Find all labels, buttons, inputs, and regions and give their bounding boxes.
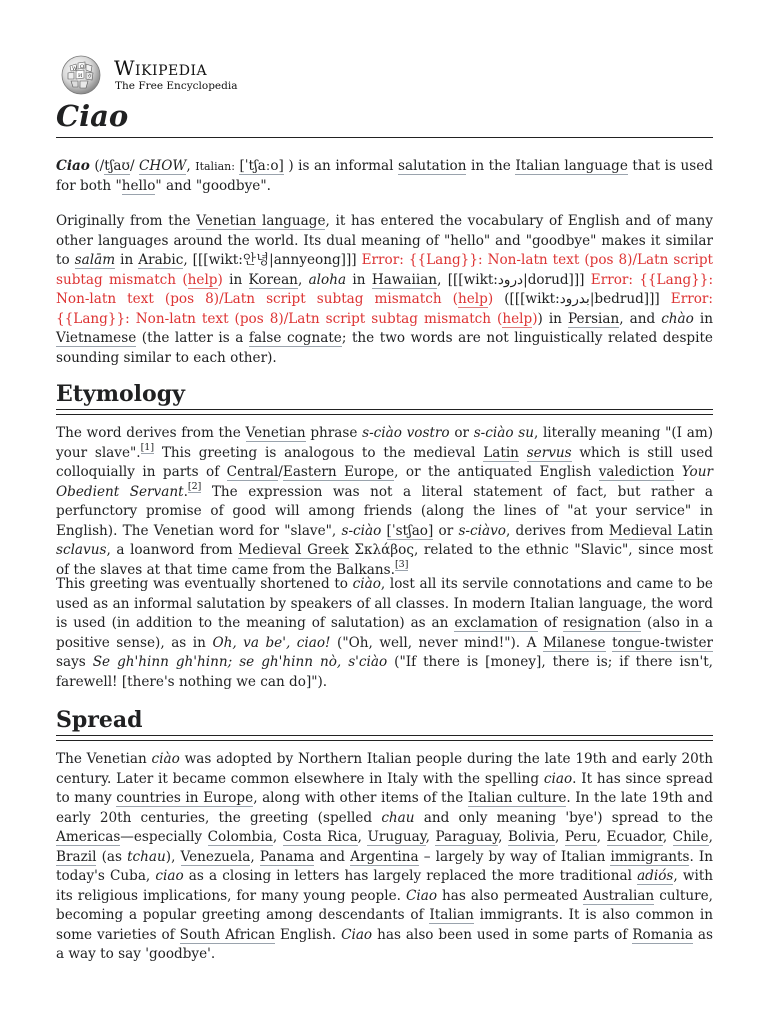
term: Ciao — [56, 158, 90, 174]
link-resignation[interactable]: resignation — [562, 615, 642, 631]
text: – largely by way of Italian — [423, 848, 606, 865]
text: , derives from — [505, 522, 604, 539]
text: ("Oh, well, never mind!"). A — [337, 634, 537, 651]
text: , — [297, 271, 303, 288]
tagline: The Free Encyclopedia — [115, 80, 238, 92]
term: Se gh'hinn gh'hinn; se gh'hinn nò, s'ciào — [92, 654, 388, 670]
error-text: ) — [532, 310, 538, 327]
link-venetian-language[interactable]: Venetian language — [196, 213, 326, 229]
text: immigrants. It is also common in some varieties of — [56, 907, 714, 943]
link-exclamation[interactable]: exclamation — [454, 615, 538, 631]
link-arabic[interactable]: Arabic — [138, 252, 184, 268]
link-brazil[interactable]: Brazil — [56, 848, 97, 865]
heading-etymology: Etymology — [56, 381, 185, 407]
link-latin[interactable]: Latin — [483, 444, 519, 461]
etymology-paragraph-1 — [56, 424, 713, 580]
wordmark: Wikipedia — [114, 56, 208, 80]
reference-3[interactable]: [3] — [394, 558, 409, 570]
text: / — [129, 158, 135, 174]
error-text: Error: {{Lang}}: Non-latn text (pos 8)/Latn script subtag mismatch ( — [56, 291, 713, 327]
text: in — [352, 271, 366, 288]
title-divider — [56, 137, 713, 138]
term: tchau — [127, 848, 166, 865]
link-uruguay[interactable]: Uruguay — [367, 829, 426, 845]
term: s-ciàvo — [458, 522, 506, 539]
error-text: Error: {{Lang}}: Non-latn text (pos 8)/Latn script subtag mismatch ( — [56, 271, 714, 307]
term: Ciao — [405, 887, 438, 904]
text: ) is an informal — [288, 158, 394, 174]
text: , and — [619, 310, 656, 327]
reference-1[interactable]: [1] — [140, 441, 155, 453]
link-italian-culture[interactable]: Italian culture — [467, 790, 567, 806]
ipa-italian-link[interactable]: [ˈtʃaːo] — [239, 158, 284, 174]
term: s-ciào vostro — [362, 425, 450, 441]
text: " and "goodbye". — [155, 177, 271, 194]
text: This greeting was eventually shortened to — [56, 576, 348, 592]
term: chau — [381, 809, 415, 826]
text: or — [454, 425, 469, 441]
text: , — [186, 158, 191, 174]
text: ; the two words are not linguistically related despite sounding similar to each other). — [56, 330, 713, 366]
text: and — [319, 848, 345, 865]
link-immigrants[interactable]: immigrants — [610, 848, 690, 865]
text: (also in a positive sense), as in — [56, 615, 713, 651]
text: , [[[wikt:안녕|annyeong]]] — [183, 252, 357, 268]
text: , a loanword from — [106, 542, 233, 558]
text: / — [278, 464, 283, 480]
term-chao: chào — [661, 310, 694, 327]
link-milanese[interactable]: Milanese — [543, 634, 606, 651]
link-false-cognate[interactable]: false cognate — [248, 330, 342, 346]
link-italian[interactable]: Italian — [429, 907, 474, 923]
link-chile[interactable]: Chile — [672, 829, 709, 845]
text: and only meaning 'bye') spread to the — [423, 809, 713, 826]
text: . It has since spread to many — [56, 770, 713, 806]
link-australian[interactable]: Australian — [583, 887, 655, 904]
svg-text:ウ: ウ — [87, 74, 93, 80]
text: , or the antiquated English — [394, 464, 592, 480]
text: —especially — [120, 829, 203, 845]
error-text: ) — [217, 271, 223, 288]
term: s-ciào — [341, 522, 382, 539]
text: English. — [279, 926, 337, 943]
text: phrase — [310, 425, 358, 441]
link-hello[interactable]: hello — [121, 177, 156, 194]
link-medieval-latin[interactable]: Medieval Latin — [608, 522, 713, 539]
error-text: Error: {{Lang}}: Non-latn text (pos 8)/Latn script subtag mismatch ( — [56, 252, 713, 288]
text: (as — [101, 848, 122, 865]
page-title: Ciao — [56, 99, 129, 133]
help-link[interactable]: help — [502, 310, 533, 327]
link-costa-rica[interactable]: Costa Rica — [282, 829, 358, 845]
text: . — [183, 483, 188, 500]
text: ("If there is [money], there is; if there isn't, farewell! [there's nothing we can do]"). — [56, 654, 713, 690]
link-romania[interactable]: Romania — [632, 926, 693, 943]
link-valediction[interactable]: valediction — [598, 464, 675, 480]
link-medieval-greek[interactable]: Medieval Greek — [238, 542, 349, 558]
ipa-link[interactable]: tʃaʊ — [104, 158, 130, 174]
text: was adopted by Northern Italian people during the late 19th and early 20th century. Later it became common elsewhere in Italy with the spelling — [56, 751, 713, 787]
respelling-link[interactable]: CHOW — [139, 158, 187, 174]
text: , with its religious implications, for many young people. — [56, 868, 714, 904]
text: The Venetian — [56, 751, 147, 767]
lead-paragraph-2 — [56, 212, 713, 368]
text: that is used for both " — [56, 158, 713, 194]
text: (/ — [94, 158, 105, 174]
text: The word derives from the — [56, 425, 241, 441]
heading-divider — [56, 409, 713, 415]
link-venetian[interactable]: Venetian — [245, 425, 306, 441]
text: of — [543, 615, 558, 631]
link-countries-in-europe[interactable]: countries in Europe — [116, 790, 254, 806]
error-text: ) — [487, 291, 494, 307]
term: ciao — [155, 868, 184, 884]
text: as a way to say 'goodbye'. — [56, 926, 713, 962]
term: ciào — [352, 576, 381, 592]
link-south-african[interactable]: South African — [179, 926, 276, 943]
text: This greeting is analogous to the medieval — [161, 444, 476, 461]
text: ([[[wikt:بدرود|bedrud]]] — [504, 291, 660, 307]
italian-label: Italian: — [195, 160, 235, 173]
help-link[interactable]: help — [187, 271, 218, 288]
link-hawaiian[interactable]: Hawaiian — [371, 271, 438, 288]
text: in — [120, 252, 134, 268]
lead-paragraph-1 — [56, 157, 713, 196]
link-korean[interactable]: Korean — [248, 271, 298, 288]
svg-text:Ω: Ω — [80, 64, 85, 70]
text: . In today's Cuba, — [56, 848, 714, 884]
link-tongue-twister[interactable]: tongue-twister — [612, 634, 714, 651]
link-paraguay[interactable]: Paraguay — [435, 829, 499, 845]
text: has also permeated — [442, 887, 578, 904]
text: as a closing in letters has largely replaced the more traditional — [188, 868, 632, 884]
term-aloha: aloha — [308, 271, 347, 288]
link-vietnamese[interactable]: Vietnamese — [56, 330, 137, 346]
text: , literally meaning "(I am) your slave". — [56, 425, 714, 461]
reference-2[interactable]: [2] — [187, 480, 202, 492]
link-servus[interactable]: servus — [526, 444, 572, 461]
text: , [[[wikt:درود|dorud]]] — [437, 271, 585, 288]
text: in — [229, 271, 243, 288]
link-salutation[interactable]: salutation — [397, 158, 467, 174]
heading-spread: Spread — [56, 707, 143, 733]
text: , lost all its servile connotations and came to be used as an informal salutation by speakers of all classes. In modern Italian language, the word is used (in addition to the meaning of salutation) as an — [56, 576, 713, 631]
text: says — [56, 654, 86, 670]
etymology-paragraph-2 — [56, 575, 713, 692]
text: , related to the ethnic "Slavic", since most of the slaves at that time came from the Balkans. — [56, 542, 713, 578]
wikipedia-globe-icon — [56, 54, 106, 96]
term: ciào — [151, 751, 180, 767]
link-persian[interactable]: Persian — [567, 310, 620, 327]
term: sclavus — [56, 542, 107, 558]
link-ecuador[interactable]: Ecuador — [606, 829, 663, 845]
svg-text:И: И — [78, 73, 83, 79]
ipa-link[interactable]: [ˈstʃao] — [386, 522, 434, 539]
spread-paragraph: The Venetian ciào was adopted by Northern Italian people during the late 19th and early 20th century. Later it became common elsewhere in Italy with the spelling ciao. It has since spread to many countries in Europe, along with other items of the Italian culture. In the late 19th and early 20th centuries, the greeting (spelled chau and only meaning 'bye') spread to the Americas—especially Colombia, Costa Rica, Uruguay, Paraguay, Bolivia, Peru, Ecuador, Chile, Brazil (as tchau), Venezuela, Panama and Argentina – largely by way of Italian immigrants. In today's Cuba, ciao as a closing in letters has largely replaced the more traditional adiós, with its religious implications, for many young people. Ciao has also permeated Australian culture, becoming a popular greeting among descendants of Italian immigrants. It is also common in some varieties of South African English. Ciao has also been used in some parts of Romania as a way to say 'goodbye'. — [56, 751, 714, 962]
term: ciao — [543, 770, 573, 787]
link-colombia[interactable]: Colombia — [207, 829, 273, 845]
link-eastern-europe[interactable]: Eastern Europe — [282, 464, 395, 480]
greek-term: Σκλάβος — [354, 542, 414, 558]
link-venezuela[interactable]: Venezuela — [180, 848, 251, 865]
link-central[interactable]: Central — [226, 464, 279, 480]
text: Originally from the — [56, 213, 191, 229]
text: . In the late 19th and early 20th centuries, the greeting (spelled — [56, 790, 713, 826]
term: s-ciào su — [473, 425, 534, 441]
link-adios[interactable]: adiós — [637, 868, 674, 884]
svg-text:W: W — [72, 66, 78, 72]
term: Oh, va be', ciao! — [212, 634, 331, 651]
help-link[interactable]: help — [457, 291, 488, 307]
text: , it has entered the vocabulary of English and of many other languages around the world. Its dual meaning of "hello" and "goodbye" makes it similar to — [56, 213, 713, 268]
link-salam[interactable]: salām — [74, 252, 116, 268]
text: in the — [470, 158, 511, 174]
text: has also been used in some parts of — [377, 926, 628, 943]
link-panama[interactable]: Panama — [259, 848, 315, 865]
text: The expression was not a literal statement of fact, but rather a perfunctory promise of good will among friends (along the lines of "at your service" in English). The Venetian word for "slave", — [56, 483, 714, 539]
text: ), — [165, 848, 176, 865]
link-bolivia[interactable]: Bolivia — [507, 829, 555, 845]
term: Ciao — [341, 926, 373, 943]
text: , along with other items of the — [253, 790, 464, 806]
text: (the latter is a — [141, 330, 244, 346]
text: in — [699, 310, 713, 327]
link-peru[interactable]: Peru — [564, 829, 597, 845]
text: ) in — [537, 310, 562, 327]
link-americas[interactable]: Americas — [56, 829, 121, 845]
text: or — [438, 522, 454, 539]
link-argentina[interactable]: Argentina — [350, 848, 419, 865]
term: Your Obedient Servant — [56, 464, 713, 500]
link-italian-language[interactable]: Italian language — [515, 158, 628, 174]
text: culture, becoming a popular greeting among descendants of — [56, 887, 714, 923]
text: which is still used colloquially in parts of — [56, 444, 713, 480]
heading-divider — [56, 735, 713, 741]
